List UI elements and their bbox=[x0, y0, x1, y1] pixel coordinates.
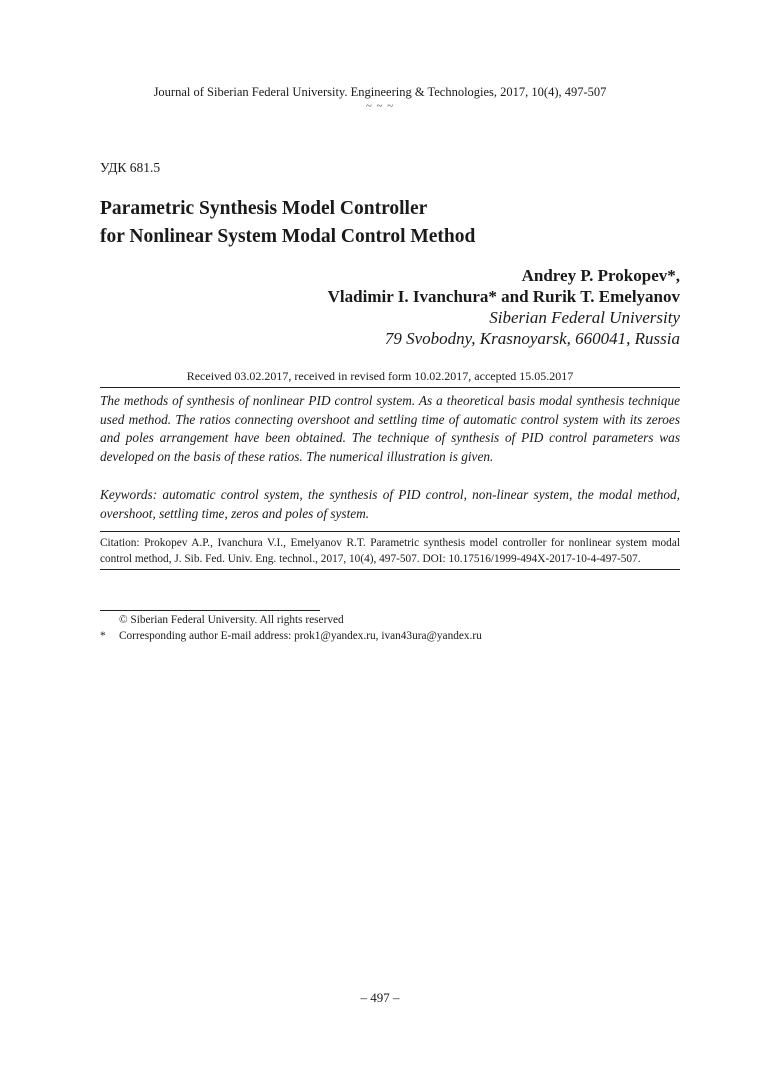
title-line-1: Parametric Synthesis Model Controller bbox=[100, 198, 428, 219]
corresponding-email-text: Corresponding author E-mail address: prok1@yandex.ru, ivan43ura@yandex.ru bbox=[119, 630, 482, 642]
footnote-mark: * bbox=[100, 630, 106, 642]
authors-block bbox=[328, 265, 680, 349]
citation-bottom-rule bbox=[100, 569, 680, 570]
header-separator: ~ ~ ~ bbox=[365, 100, 395, 112]
affiliation-address: 79 Svobodny, Krasnoyarsk, 660041, Russia bbox=[384, 329, 680, 348]
footnote-copyright bbox=[100, 613, 344, 628]
footnote-rule bbox=[100, 610, 320, 611]
title-line-2: for Nonlinear System Modal Control Method bbox=[100, 226, 476, 247]
received-dates: Received 03.02.2017, received in revised form 10.02.2017, accepted 15.05.2017 bbox=[186, 369, 574, 383]
citation-top-rule bbox=[100, 531, 680, 532]
affiliation: Siberian Federal University bbox=[489, 308, 680, 327]
abstract: The methods of synthesis of nonlinear PID control system. As a theoretical basis modal synthesis technique used method. The ratios connecting overshoot and settling time of automatic control system with its zeroes and poles arrangement have been obtained. The technique of synthesis of PID control parameters was developed on the basis of these ratios. The numerical illustration is given. bbox=[100, 393, 680, 464]
udc-code: УДК 681.5 bbox=[100, 160, 161, 175]
journal-header: Journal of Siberian Federal University. Engineering & Technologies, 2017, 10(4), 497-507 bbox=[153, 85, 607, 99]
footnote-corresponding bbox=[100, 629, 482, 644]
authors-line-2: Vladimir I. Ivanchura* and Rurik T. Emelyanov bbox=[327, 287, 680, 306]
copyright-text: © Siberian Federal University. All rights reserved bbox=[119, 614, 344, 626]
page-number: – 497 – bbox=[360, 990, 400, 1005]
citation: Citation: Prokopev A.P., Ivanchura V.I., Emelyanov R.T. Parametric synthesis model controller for nonlinear system modal control method, J. Sib. Fed. Univ. Eng. technol., 2017, 10(4), 497-507. DOI: 10.17516/1999-494X-2017-10-4-497-507. bbox=[100, 537, 680, 565]
authors-line-1: Andrey P. Prokopev*, bbox=[521, 266, 680, 285]
keywords: Keywords: automatic control system, the synthesis of PID control, non-linear system, the modal method, overshoot, settling time, zeros and poles of system. bbox=[100, 487, 680, 521]
abstract-top-rule bbox=[100, 387, 680, 388]
paper-title bbox=[100, 195, 680, 251]
